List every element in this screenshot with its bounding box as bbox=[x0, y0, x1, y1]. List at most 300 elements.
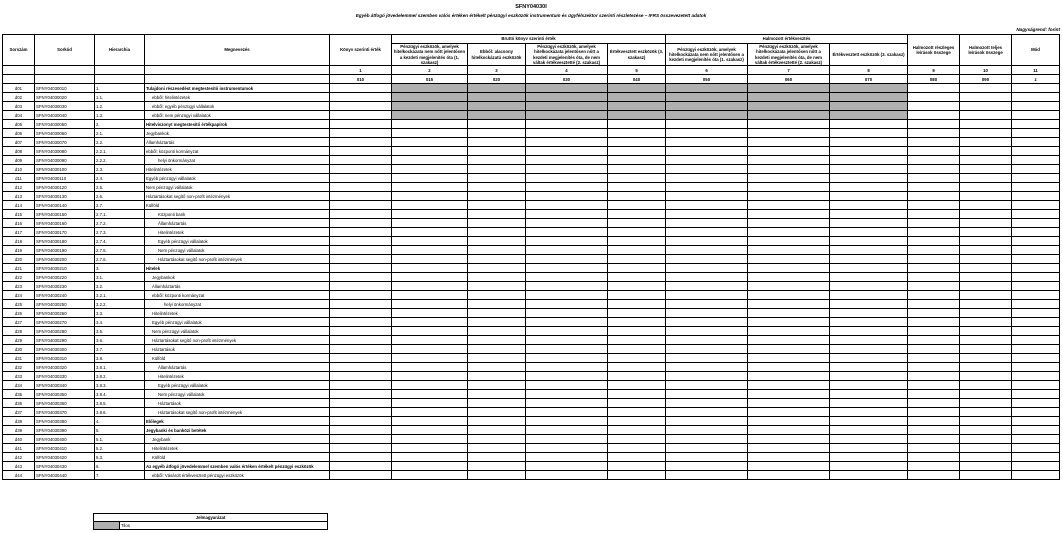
value-cell[interactable] bbox=[1012, 120, 1060, 129]
value-cell[interactable] bbox=[526, 354, 608, 363]
value-cell[interactable] bbox=[830, 363, 908, 372]
value-cell[interactable] bbox=[830, 273, 908, 282]
value-cell[interactable] bbox=[960, 201, 1012, 210]
value-cell[interactable] bbox=[830, 264, 908, 273]
value-cell[interactable] bbox=[608, 327, 666, 336]
value-cell[interactable] bbox=[960, 435, 1012, 444]
value-cell[interactable] bbox=[666, 318, 748, 327]
value-cell[interactable] bbox=[960, 291, 1012, 300]
value-cell[interactable] bbox=[392, 354, 468, 363]
value-cell[interactable] bbox=[748, 156, 830, 165]
value-cell[interactable] bbox=[468, 462, 526, 471]
value-cell[interactable] bbox=[666, 255, 748, 264]
value-cell[interactable] bbox=[526, 417, 608, 426]
value-cell[interactable] bbox=[1012, 309, 1060, 318]
value-cell[interactable] bbox=[526, 381, 608, 390]
value-cell[interactable] bbox=[666, 381, 748, 390]
value-cell[interactable] bbox=[1012, 444, 1060, 453]
value-cell[interactable] bbox=[830, 129, 908, 138]
value-cell[interactable] bbox=[830, 174, 908, 183]
value-cell[interactable] bbox=[748, 147, 830, 156]
value-cell[interactable] bbox=[468, 426, 526, 435]
value-cell[interactable] bbox=[830, 228, 908, 237]
value-cell[interactable] bbox=[608, 264, 666, 273]
value-cell[interactable] bbox=[392, 183, 468, 192]
value-cell[interactable] bbox=[608, 471, 666, 480]
value-cell[interactable] bbox=[960, 354, 1012, 363]
value-cell[interactable] bbox=[392, 129, 468, 138]
value-cell[interactable] bbox=[908, 462, 960, 471]
value-cell[interactable] bbox=[908, 84, 960, 93]
value-cell[interactable] bbox=[468, 210, 526, 219]
value-cell[interactable] bbox=[1012, 183, 1060, 192]
value-cell[interactable] bbox=[608, 309, 666, 318]
value-cell[interactable] bbox=[1012, 462, 1060, 471]
value-cell[interactable] bbox=[392, 210, 468, 219]
value-cell[interactable] bbox=[608, 174, 666, 183]
value-cell[interactable] bbox=[960, 93, 1012, 102]
value-cell[interactable] bbox=[392, 273, 468, 282]
value-cell[interactable] bbox=[908, 102, 960, 111]
value-cell[interactable] bbox=[392, 426, 468, 435]
value-cell[interactable] bbox=[608, 408, 666, 417]
value-cell[interactable] bbox=[1012, 237, 1060, 246]
value-cell[interactable] bbox=[608, 417, 666, 426]
value-cell[interactable] bbox=[830, 309, 908, 318]
value-cell[interactable] bbox=[830, 408, 908, 417]
value-cell[interactable] bbox=[748, 345, 830, 354]
value-cell[interactable] bbox=[830, 462, 908, 471]
value-cell[interactable] bbox=[666, 147, 748, 156]
value-cell[interactable] bbox=[960, 372, 1012, 381]
value-cell[interactable] bbox=[526, 408, 608, 417]
value-cell[interactable] bbox=[748, 174, 830, 183]
value-cell[interactable] bbox=[608, 363, 666, 372]
value-cell[interactable] bbox=[960, 399, 1012, 408]
value-cell[interactable] bbox=[608, 300, 666, 309]
value-cell[interactable] bbox=[748, 255, 830, 264]
value-cell[interactable] bbox=[392, 192, 468, 201]
value-cell[interactable] bbox=[468, 291, 526, 300]
value-cell[interactable] bbox=[608, 354, 666, 363]
value-cell[interactable] bbox=[1012, 264, 1060, 273]
value-cell[interactable] bbox=[908, 201, 960, 210]
value-cell[interactable] bbox=[908, 192, 960, 201]
value-cell[interactable] bbox=[468, 165, 526, 174]
value-cell[interactable] bbox=[830, 417, 908, 426]
value-cell[interactable] bbox=[608, 273, 666, 282]
value-cell[interactable] bbox=[960, 309, 1012, 318]
value-cell[interactable] bbox=[666, 345, 748, 354]
value-cell[interactable] bbox=[392, 228, 468, 237]
value-cell[interactable] bbox=[468, 354, 526, 363]
value-cell[interactable] bbox=[960, 327, 1012, 336]
value-cell[interactable] bbox=[960, 273, 1012, 282]
value-cell[interactable] bbox=[608, 444, 666, 453]
value-cell[interactable] bbox=[960, 165, 1012, 174]
value-cell[interactable] bbox=[830, 372, 908, 381]
value-cell[interactable] bbox=[468, 390, 526, 399]
value-cell[interactable] bbox=[526, 327, 608, 336]
value-cell[interactable] bbox=[908, 147, 960, 156]
value-cell[interactable] bbox=[960, 282, 1012, 291]
value-cell[interactable] bbox=[908, 255, 960, 264]
value-cell[interactable] bbox=[392, 300, 468, 309]
value-cell[interactable] bbox=[666, 336, 748, 345]
value-cell[interactable] bbox=[908, 327, 960, 336]
value-cell[interactable] bbox=[526, 201, 608, 210]
value-cell[interactable] bbox=[468, 345, 526, 354]
value-cell[interactable] bbox=[748, 192, 830, 201]
value-cell[interactable] bbox=[908, 453, 960, 462]
value-cell[interactable] bbox=[1012, 138, 1060, 147]
value-cell[interactable] bbox=[908, 318, 960, 327]
value-cell[interactable] bbox=[908, 336, 960, 345]
value-cell[interactable] bbox=[526, 345, 608, 354]
value-cell[interactable] bbox=[608, 282, 666, 291]
value-cell[interactable] bbox=[526, 444, 608, 453]
value-cell[interactable] bbox=[526, 453, 608, 462]
value-cell[interactable] bbox=[392, 462, 468, 471]
value-cell[interactable] bbox=[908, 399, 960, 408]
value-cell[interactable] bbox=[392, 408, 468, 417]
value-cell[interactable] bbox=[1012, 174, 1060, 183]
value-cell[interactable] bbox=[608, 318, 666, 327]
value-cell[interactable] bbox=[1012, 453, 1060, 462]
value-cell[interactable] bbox=[608, 228, 666, 237]
value-cell[interactable] bbox=[526, 372, 608, 381]
value-cell[interactable] bbox=[608, 237, 666, 246]
value-cell[interactable] bbox=[608, 372, 666, 381]
value-cell[interactable] bbox=[1012, 390, 1060, 399]
value-cell[interactable] bbox=[468, 201, 526, 210]
value-cell[interactable] bbox=[908, 237, 960, 246]
value-cell[interactable] bbox=[748, 210, 830, 219]
value-cell[interactable] bbox=[830, 210, 908, 219]
value-cell[interactable] bbox=[468, 309, 526, 318]
value-cell[interactable] bbox=[960, 453, 1012, 462]
value-cell[interactable] bbox=[526, 309, 608, 318]
value-cell[interactable] bbox=[908, 471, 960, 480]
value-cell[interactable] bbox=[960, 120, 1012, 129]
value-cell[interactable] bbox=[748, 444, 830, 453]
value-cell[interactable] bbox=[908, 165, 960, 174]
value-cell[interactable] bbox=[830, 201, 908, 210]
value-cell[interactable] bbox=[666, 201, 748, 210]
value-cell[interactable] bbox=[960, 156, 1012, 165]
value-cell[interactable] bbox=[908, 111, 960, 120]
value-cell[interactable] bbox=[960, 219, 1012, 228]
value-cell[interactable] bbox=[960, 174, 1012, 183]
value-cell[interactable] bbox=[468, 183, 526, 192]
value-cell[interactable] bbox=[392, 363, 468, 372]
value-cell[interactable] bbox=[392, 318, 468, 327]
value-cell[interactable] bbox=[666, 426, 748, 435]
value-cell[interactable] bbox=[830, 120, 908, 129]
value-cell[interactable] bbox=[666, 372, 748, 381]
value-cell[interactable] bbox=[608, 453, 666, 462]
value-cell[interactable] bbox=[908, 426, 960, 435]
value-cell[interactable] bbox=[666, 390, 748, 399]
value-cell[interactable] bbox=[830, 453, 908, 462]
value-cell[interactable] bbox=[526, 138, 608, 147]
value-cell[interactable] bbox=[526, 174, 608, 183]
value-cell[interactable] bbox=[1012, 210, 1060, 219]
value-cell[interactable] bbox=[666, 354, 748, 363]
value-cell[interactable] bbox=[468, 399, 526, 408]
value-cell[interactable] bbox=[526, 192, 608, 201]
value-cell[interactable] bbox=[392, 120, 468, 129]
value-cell[interactable] bbox=[1012, 300, 1060, 309]
value-cell[interactable] bbox=[748, 426, 830, 435]
value-cell[interactable] bbox=[468, 381, 526, 390]
value-cell[interactable] bbox=[748, 327, 830, 336]
value-cell[interactable] bbox=[468, 129, 526, 138]
value-cell[interactable] bbox=[908, 129, 960, 138]
value-cell[interactable] bbox=[960, 138, 1012, 147]
value-cell[interactable] bbox=[526, 462, 608, 471]
value-cell[interactable] bbox=[392, 237, 468, 246]
value-cell[interactable] bbox=[666, 228, 748, 237]
value-cell[interactable] bbox=[960, 255, 1012, 264]
value-cell[interactable] bbox=[608, 210, 666, 219]
value-cell[interactable] bbox=[392, 372, 468, 381]
value-cell[interactable] bbox=[1012, 192, 1060, 201]
value-cell[interactable] bbox=[392, 255, 468, 264]
value-cell[interactable] bbox=[1012, 363, 1060, 372]
value-cell[interactable] bbox=[666, 210, 748, 219]
value-cell[interactable] bbox=[1012, 165, 1060, 174]
value-cell[interactable] bbox=[830, 444, 908, 453]
value-cell[interactable] bbox=[468, 246, 526, 255]
value-cell[interactable] bbox=[908, 390, 960, 399]
value-cell[interactable] bbox=[468, 156, 526, 165]
value-cell[interactable] bbox=[608, 345, 666, 354]
value-cell[interactable] bbox=[908, 174, 960, 183]
value-cell[interactable] bbox=[1012, 354, 1060, 363]
value-cell[interactable] bbox=[960, 336, 1012, 345]
value-cell[interactable] bbox=[1012, 129, 1060, 138]
value-cell[interactable] bbox=[960, 381, 1012, 390]
value-cell[interactable] bbox=[960, 111, 1012, 120]
value-cell[interactable] bbox=[748, 201, 830, 210]
value-cell[interactable] bbox=[830, 255, 908, 264]
value-cell[interactable] bbox=[392, 138, 468, 147]
value-cell[interactable] bbox=[468, 237, 526, 246]
value-cell[interactable] bbox=[748, 399, 830, 408]
value-cell[interactable] bbox=[908, 93, 960, 102]
value-cell[interactable] bbox=[1012, 381, 1060, 390]
value-cell[interactable] bbox=[908, 354, 960, 363]
value-cell[interactable] bbox=[468, 255, 526, 264]
value-cell[interactable] bbox=[908, 381, 960, 390]
value-cell[interactable] bbox=[960, 417, 1012, 426]
value-cell[interactable] bbox=[1012, 408, 1060, 417]
value-cell[interactable] bbox=[608, 156, 666, 165]
value-cell[interactable] bbox=[1012, 345, 1060, 354]
value-cell[interactable] bbox=[608, 435, 666, 444]
value-cell[interactable] bbox=[526, 129, 608, 138]
value-cell[interactable] bbox=[830, 390, 908, 399]
value-cell[interactable] bbox=[960, 471, 1012, 480]
value-cell[interactable] bbox=[908, 444, 960, 453]
value-cell[interactable] bbox=[1012, 156, 1060, 165]
value-cell[interactable] bbox=[748, 372, 830, 381]
value-cell[interactable] bbox=[908, 417, 960, 426]
value-cell[interactable] bbox=[526, 210, 608, 219]
value-cell[interactable] bbox=[392, 435, 468, 444]
value-cell[interactable] bbox=[666, 444, 748, 453]
value-cell[interactable] bbox=[748, 264, 830, 273]
value-cell[interactable] bbox=[526, 318, 608, 327]
value-cell[interactable] bbox=[960, 102, 1012, 111]
value-cell[interactable] bbox=[392, 174, 468, 183]
value-cell[interactable] bbox=[468, 120, 526, 129]
value-cell[interactable] bbox=[830, 282, 908, 291]
value-cell[interactable] bbox=[608, 381, 666, 390]
value-cell[interactable] bbox=[830, 318, 908, 327]
value-cell[interactable] bbox=[748, 282, 830, 291]
value-cell[interactable] bbox=[1012, 426, 1060, 435]
value-cell[interactable] bbox=[392, 336, 468, 345]
value-cell[interactable] bbox=[748, 291, 830, 300]
value-cell[interactable] bbox=[1012, 228, 1060, 237]
value-cell[interactable] bbox=[748, 417, 830, 426]
value-cell[interactable] bbox=[748, 273, 830, 282]
value-cell[interactable] bbox=[1012, 372, 1060, 381]
value-cell[interactable] bbox=[608, 399, 666, 408]
value-cell[interactable] bbox=[666, 327, 748, 336]
value-cell[interactable] bbox=[526, 156, 608, 165]
value-cell[interactable] bbox=[468, 147, 526, 156]
value-cell[interactable] bbox=[908, 309, 960, 318]
value-cell[interactable] bbox=[526, 120, 608, 129]
value-cell[interactable] bbox=[908, 156, 960, 165]
value-cell[interactable] bbox=[392, 417, 468, 426]
value-cell[interactable] bbox=[666, 156, 748, 165]
value-cell[interactable] bbox=[908, 138, 960, 147]
value-cell[interactable] bbox=[392, 264, 468, 273]
value-cell[interactable] bbox=[960, 210, 1012, 219]
value-cell[interactable] bbox=[468, 471, 526, 480]
value-cell[interactable] bbox=[908, 291, 960, 300]
value-cell[interactable] bbox=[830, 147, 908, 156]
value-cell[interactable] bbox=[666, 264, 748, 273]
value-cell[interactable] bbox=[1012, 84, 1060, 93]
value-cell[interactable] bbox=[392, 309, 468, 318]
value-cell[interactable] bbox=[748, 228, 830, 237]
value-cell[interactable] bbox=[830, 156, 908, 165]
value-cell[interactable] bbox=[666, 129, 748, 138]
value-cell[interactable] bbox=[748, 336, 830, 345]
value-cell[interactable] bbox=[908, 219, 960, 228]
value-cell[interactable] bbox=[908, 300, 960, 309]
value-cell[interactable] bbox=[908, 282, 960, 291]
value-cell[interactable] bbox=[608, 138, 666, 147]
value-cell[interactable] bbox=[908, 210, 960, 219]
value-cell[interactable] bbox=[608, 219, 666, 228]
value-cell[interactable] bbox=[468, 219, 526, 228]
value-cell[interactable] bbox=[1012, 246, 1060, 255]
value-cell[interactable] bbox=[1012, 282, 1060, 291]
value-cell[interactable] bbox=[960, 318, 1012, 327]
value-cell[interactable] bbox=[1012, 399, 1060, 408]
value-cell[interactable] bbox=[908, 264, 960, 273]
value-cell[interactable] bbox=[748, 120, 830, 129]
value-cell[interactable] bbox=[608, 201, 666, 210]
value-cell[interactable] bbox=[526, 399, 608, 408]
value-cell[interactable] bbox=[830, 354, 908, 363]
value-cell[interactable] bbox=[468, 318, 526, 327]
value-cell[interactable] bbox=[666, 399, 748, 408]
value-cell[interactable] bbox=[908, 345, 960, 354]
value-cell[interactable] bbox=[608, 462, 666, 471]
value-cell[interactable] bbox=[526, 300, 608, 309]
value-cell[interactable] bbox=[608, 255, 666, 264]
value-cell[interactable] bbox=[1012, 336, 1060, 345]
value-cell[interactable] bbox=[908, 273, 960, 282]
value-cell[interactable] bbox=[1012, 219, 1060, 228]
value-cell[interactable] bbox=[392, 219, 468, 228]
value-cell[interactable] bbox=[830, 291, 908, 300]
value-cell[interactable] bbox=[526, 264, 608, 273]
value-cell[interactable] bbox=[392, 390, 468, 399]
value-cell[interactable] bbox=[608, 120, 666, 129]
value-cell[interactable] bbox=[1012, 273, 1060, 282]
value-cell[interactable] bbox=[830, 471, 908, 480]
value-cell[interactable] bbox=[526, 390, 608, 399]
value-cell[interactable] bbox=[468, 300, 526, 309]
value-cell[interactable] bbox=[908, 435, 960, 444]
value-cell[interactable] bbox=[468, 435, 526, 444]
value-cell[interactable] bbox=[1012, 255, 1060, 264]
value-cell[interactable] bbox=[960, 408, 1012, 417]
value-cell[interactable] bbox=[666, 363, 748, 372]
value-cell[interactable] bbox=[748, 471, 830, 480]
value-cell[interactable] bbox=[748, 453, 830, 462]
value-cell[interactable] bbox=[1012, 471, 1060, 480]
value-cell[interactable] bbox=[748, 300, 830, 309]
value-cell[interactable] bbox=[526, 426, 608, 435]
value-cell[interactable] bbox=[392, 453, 468, 462]
value-cell[interactable] bbox=[526, 246, 608, 255]
value-cell[interactable] bbox=[748, 435, 830, 444]
value-cell[interactable] bbox=[830, 381, 908, 390]
value-cell[interactable] bbox=[666, 309, 748, 318]
value-cell[interactable] bbox=[666, 435, 748, 444]
value-cell[interactable] bbox=[908, 228, 960, 237]
value-cell[interactable] bbox=[960, 192, 1012, 201]
value-cell[interactable] bbox=[748, 318, 830, 327]
value-cell[interactable] bbox=[608, 192, 666, 201]
value-cell[interactable] bbox=[908, 363, 960, 372]
value-cell[interactable] bbox=[666, 183, 748, 192]
value-cell[interactable] bbox=[960, 237, 1012, 246]
value-cell[interactable] bbox=[608, 291, 666, 300]
value-cell[interactable] bbox=[526, 147, 608, 156]
value-cell[interactable] bbox=[468, 138, 526, 147]
value-cell[interactable] bbox=[960, 183, 1012, 192]
value-cell[interactable] bbox=[1012, 93, 1060, 102]
value-cell[interactable] bbox=[608, 390, 666, 399]
value-cell[interactable] bbox=[526, 435, 608, 444]
value-cell[interactable] bbox=[392, 399, 468, 408]
value-cell[interactable] bbox=[748, 237, 830, 246]
value-cell[interactable] bbox=[830, 336, 908, 345]
value-cell[interactable] bbox=[960, 426, 1012, 435]
value-cell[interactable] bbox=[960, 345, 1012, 354]
value-cell[interactable] bbox=[392, 201, 468, 210]
